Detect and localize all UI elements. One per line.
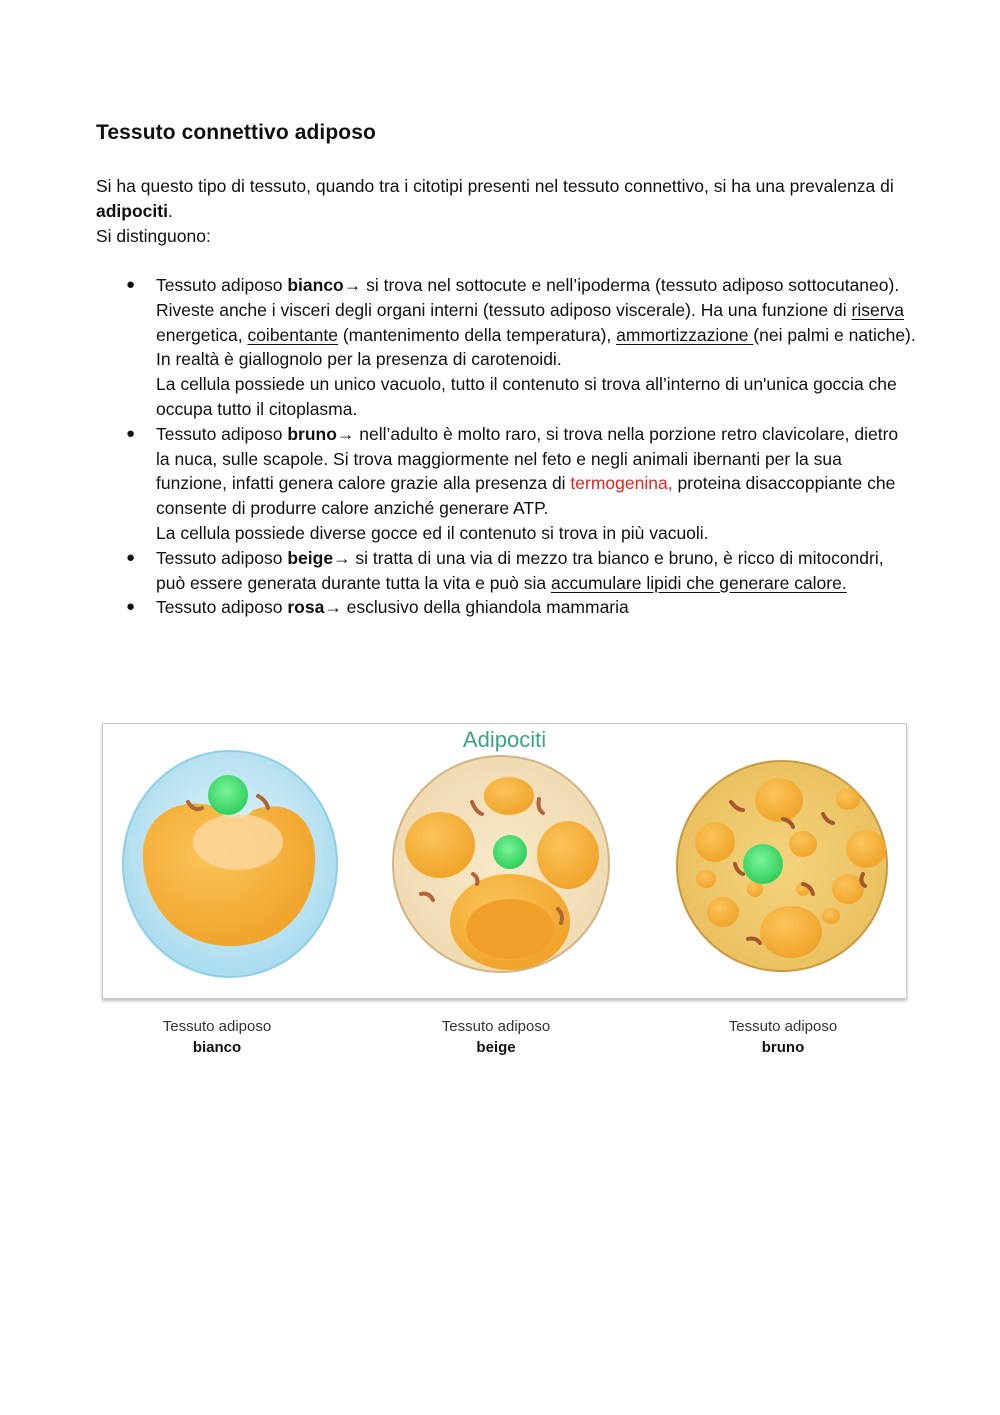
- list-item-bruno: [96, 422, 916, 546]
- item-text: energetica,: [156, 324, 248, 345]
- underlined-term: coibentante: [247, 324, 338, 345]
- item-text: In realtà è giallognolo per la presenza di carotenoidi.: [156, 349, 562, 370]
- item-lead: Tessuto adiposo: [156, 597, 288, 618]
- intro-paragraph: [96, 174, 916, 249]
- caption-line: Tessuto adiposo: [441, 1018, 551, 1035]
- item-text: La cellula possiede diverse gocce ed il contenuto si trova in più vacuoli.: [156, 522, 709, 543]
- item-name: bruno: [287, 423, 337, 444]
- highlighted-term: termogenina,: [570, 473, 673, 494]
- arrow-icon: →: [333, 547, 351, 568]
- item-text: La cellula possiede un unico vacuolo, tutto il contenuto si trova all’interno di un'unica goccia che occupa tutto il citoplasma.: [156, 374, 897, 419]
- list-item-beige: [96, 546, 916, 596]
- item-lead: Tessuto adiposo: [156, 275, 288, 295]
- page-title: Tessuto connettivo adiposo: [96, 121, 376, 144]
- bullet-icon: ●: [126, 424, 136, 442]
- item-lead: Tessuto adiposo: [156, 547, 288, 568]
- item-lead: Tessuto adiposo: [156, 423, 288, 444]
- caption-bruno: [683, 1016, 883, 1058]
- intro-text: Si ha questo tipo di tessuto, quando tra i citotipi presenti nel tessuto connettivo, si ha una prevalenza di: [96, 176, 894, 196]
- caption-line: Tessuto adiposo: [162, 1018, 272, 1035]
- item-text: esclusivo della ghiandola mammaria: [341, 597, 629, 618]
- caption-type: beige: [476, 1039, 516, 1056]
- intro-line-2: Si distinguono:: [96, 226, 211, 246]
- item-name: rosa: [287, 597, 325, 618]
- item-name: beige: [287, 547, 334, 568]
- item-text: si tratta di una via di mezzo tra bianco e bruno, è ricco di mitocondri, può essere generata durante tutta la vita e può sia: [156, 547, 884, 593]
- caption-bianco: [117, 1016, 317, 1058]
- list-item-bianco: [96, 273, 916, 422]
- bullet-icon: ●: [126, 598, 136, 616]
- figure-title: Adipociti: [462, 727, 547, 752]
- item-text: proteina disaccoppiante che consente di produrre calore anziché generare ATP.: [156, 473, 896, 519]
- intro-period: .: [167, 201, 173, 221]
- arrow-icon: →: [336, 423, 355, 444]
- white-adipocyte-cell: [123, 751, 337, 977]
- brown-adipocyte-cell: [677, 761, 887, 971]
- arrow-icon: →: [343, 275, 362, 295]
- underlined-term: riserva: [851, 299, 905, 320]
- adipocytes-figure: [102, 723, 907, 999]
- bullet-icon: ●: [126, 276, 136, 293]
- arrow-icon: →: [324, 597, 342, 618]
- caption-line: Tessuto adiposo: [728, 1018, 838, 1035]
- caption-beige: [396, 1016, 596, 1058]
- item-text: nell’adulto è molto raro, si trova nella porzione retro clavicolare, dietro la nuca, sulle scapole. Si trova maggiormente nel feto e negli animali ibernanti per la sua funzione, infatti genera calore grazie alla presenza di: [156, 423, 899, 494]
- tissue-list: [96, 273, 916, 620]
- item-text: (mantenimento della temperatura),: [337, 324, 617, 345]
- item-text: si trova nel sottocute e nell’ipoderma (tessuto adiposo sottocutaneo). Riveste anche i visceri degli organi interni (tessuto adiposo viscerale). Ha una funzione di: [156, 275, 900, 320]
- caption-type: bruno: [761, 1039, 805, 1056]
- beige-adipocyte-cell: [393, 756, 609, 972]
- list-item-rosa: [96, 595, 916, 620]
- underlined-term: accumulare lipidi che generare calore.: [551, 572, 847, 593]
- item-name: bianco: [287, 275, 344, 295]
- adipocytes-illustration: [103, 724, 906, 998]
- item-text: (nei palmi e natiche).: [753, 324, 916, 345]
- caption-type: bianco: [192, 1039, 242, 1056]
- underlined-term: ammortizzazione: [616, 324, 754, 345]
- intro-bold-term: adipociti: [96, 201, 168, 221]
- bullet-icon: ●: [126, 548, 136, 566]
